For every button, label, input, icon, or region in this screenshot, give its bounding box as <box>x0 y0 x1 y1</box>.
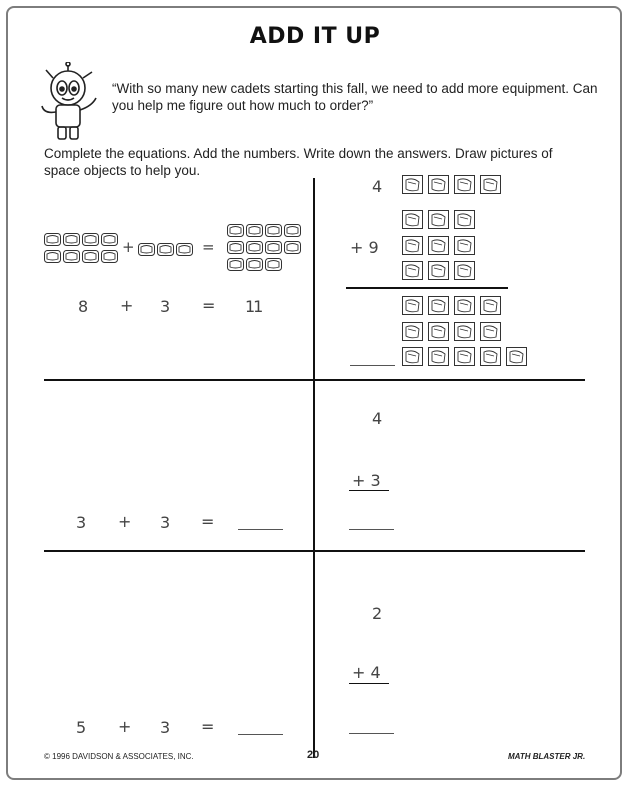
problem3-plus: + <box>118 717 132 736</box>
problem2-addend-a: 3 <box>76 513 87 532</box>
example-plus: + <box>120 296 134 315</box>
example-addend-a: 8 <box>78 297 89 316</box>
problem2-plus: + <box>118 512 132 531</box>
problem2-equals: = <box>201 512 215 531</box>
space-helmet-group-result <box>227 223 303 275</box>
picture-equals-sign: = <box>202 238 215 256</box>
picture-plus-sign: + <box>122 238 135 256</box>
problem3-addend-b: 3 <box>160 718 171 737</box>
space-pack-row-top <box>402 175 506 195</box>
problem3-equals: = <box>201 717 215 736</box>
space-pack-sum-grid <box>402 296 532 368</box>
footer-brand: MATH BLASTER JR. <box>508 752 586 761</box>
problem3-horizontal-answer-blank[interactable] <box>238 734 283 735</box>
example-vertical-answer-blank[interactable] <box>350 365 395 366</box>
problem2-vertical-sum-line <box>349 490 389 491</box>
problem3-vertical-top: 2 <box>372 604 383 623</box>
problem2-vertical-top: 4 <box>372 409 383 428</box>
space-helmet-group-middle <box>138 242 196 258</box>
mascot-quote: “With so many new cadets starting this fall, we need to add more equipment. Can you help me figure out how much to order?” <box>112 81 598 113</box>
problem3-addend-a: 5 <box>76 718 87 737</box>
footer-page-number: 20 <box>307 749 320 761</box>
space-pack-grid-nine <box>402 210 480 280</box>
example-equals: = <box>202 296 216 315</box>
problem2-vertical-bottom: + 3 <box>352 471 381 490</box>
problem3-vertical-sum-line <box>349 683 389 684</box>
grid-horizontal-divider-2 <box>44 550 585 552</box>
grid-horizontal-divider-1 <box>44 379 585 381</box>
example-vertical-bottom: + 9 <box>350 238 379 257</box>
problem2-addend-b: 3 <box>160 513 171 532</box>
example-addend-b: 3 <box>160 297 171 316</box>
example-sum: 11 <box>245 297 262 316</box>
space-helmet-group-left <box>44 232 120 264</box>
problem3-vertical-answer-blank[interactable] <box>349 733 394 734</box>
problem2-horizontal-answer-blank[interactable] <box>238 529 283 530</box>
robot-mascot-icon <box>34 62 106 144</box>
page-title: ADD IT UP <box>249 24 381 49</box>
problem3-vertical-bottom: + 4 <box>352 663 381 682</box>
problem2-vertical-answer-blank[interactable] <box>349 529 394 530</box>
example-vertical-top: 4 <box>372 177 383 196</box>
instructions-text: Complete the equations. Add the numbers. Write down the answers. Draw pictures of space objects to help you. <box>44 146 553 178</box>
grid-vertical-divider <box>313 178 315 758</box>
footer-copyright: © 1996 DAVIDSON & ASSOCIATES, INC. <box>44 752 194 761</box>
example-vertical-sum-line <box>346 287 508 289</box>
